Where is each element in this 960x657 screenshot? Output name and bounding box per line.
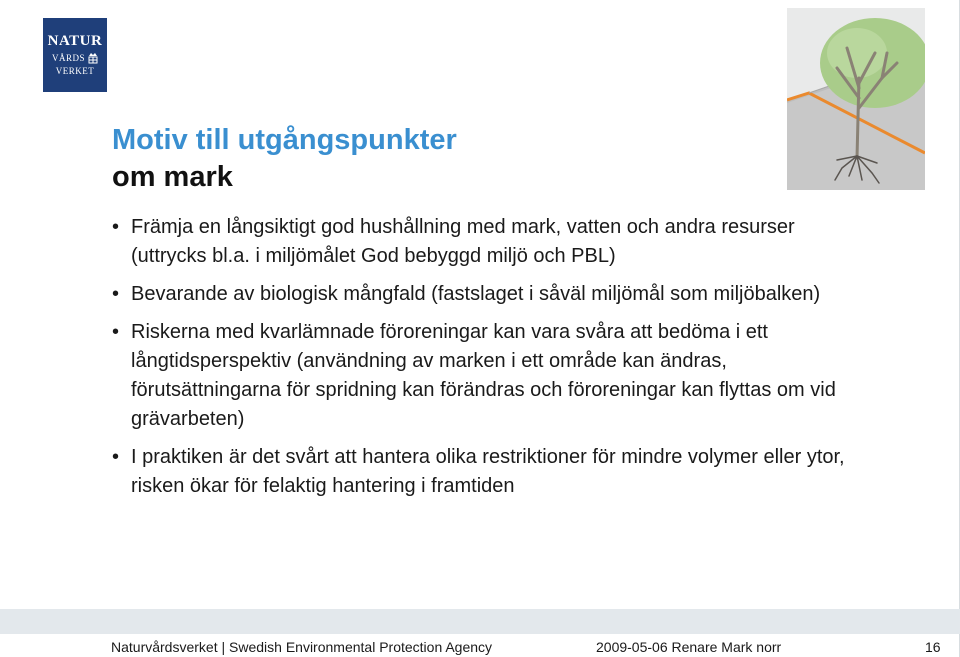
footer-date: 2009-05-06 Renare Mark norr <box>596 639 782 655</box>
footer-organization: Naturvårdsverket | Swedish Environmental Protection Agency <box>111 639 493 655</box>
naturvardsverket-logo <box>43 18 107 92</box>
crown-crest-icon <box>88 52 98 64</box>
bullet-item: • Riskerna med kvarlämnade föroreningar kan vara svåra att bedöma i ett långtidsperspektiv (användning av marken i ett område kan ändras, förutsättningarna för spridning kan förändras och föroreningar kan flyttas om vid grävarbeten) <box>112 318 852 434</box>
slide-title-line1: Motiv till utgångspunkter <box>112 124 457 156</box>
logo-text-line1: NATUR <box>47 33 103 49</box>
slide-title-line2: om mark <box>112 161 233 193</box>
tree-illustration-icon <box>787 8 925 190</box>
slide-title <box>112 122 457 196</box>
logo-row <box>52 52 98 64</box>
bullet-item: • I praktiken är det svårt att hantera olika restriktioner för mindre volymer eller ytor, risken ökar för felaktig hantering i framtiden <box>112 443 852 501</box>
footer-bar <box>0 609 960 634</box>
logo-text-line2: VÅRDS <box>51 52 85 63</box>
bullet-list <box>112 213 852 510</box>
logo-text-line3: VERKET <box>55 66 95 76</box>
bullet-item: • Främja en långsiktigt god hushållning med mark, vatten och andra resurser (uttrycks bl.a. i miljömålet God bebyggd miljö och PBL) <box>112 213 852 271</box>
bullet-item: • Bevarande av biologisk mångfald (fastslaget i såväl miljömål som miljöbalken) <box>112 280 852 309</box>
footer <box>0 634 960 657</box>
page-number: 16 <box>925 639 941 655</box>
